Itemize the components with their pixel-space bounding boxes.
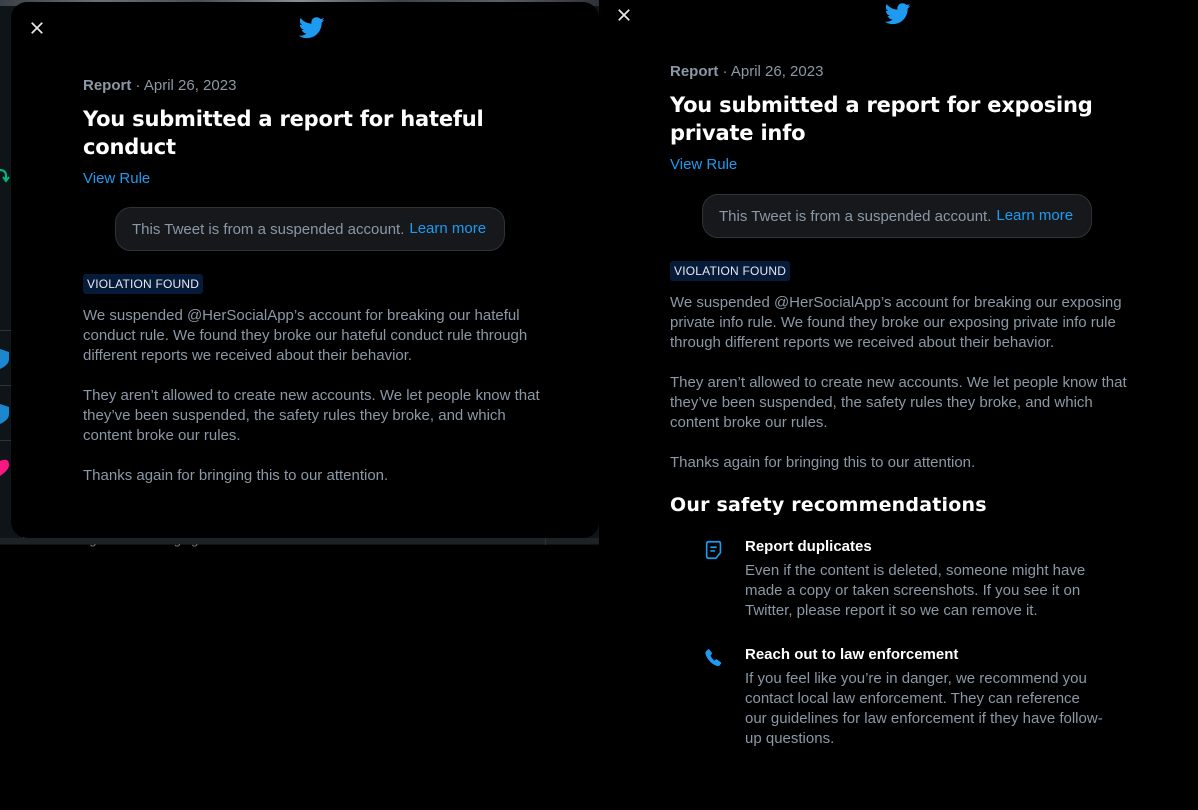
suspended-tweet-notice <box>115 207 505 251</box>
report-modal-private-info <box>600 0 1198 810</box>
background-divider <box>0 538 599 544</box>
report-title: You submitted a report for exposing private info <box>670 93 1093 145</box>
recommendation-law-enforcement <box>745 645 1105 749</box>
learn-more-link[interactable]: Learn more <box>996 207 1074 224</box>
report-date: · April 26, 2023 <box>722 63 824 80</box>
report-paragraph: They aren’t allowed to create new accounts. We let people know that they’ve been suspended, the safety rules they broke, and which content broke our rules. <box>83 387 540 444</box>
report-header <box>670 62 1130 175</box>
violation-found-badge: VIOLATION FOUND <box>83 274 203 294</box>
background-retweet-icon <box>0 150 10 190</box>
suspended-tweet-text: This Tweet is from a suspended account. <box>719 207 992 225</box>
phone-icon <box>703 647 725 669</box>
background-divider <box>0 330 11 331</box>
suspended-tweet-text: This Tweet is from a suspended account. <box>132 220 405 238</box>
report-date: · April 26, 2023 <box>135 77 237 94</box>
report-label: Report <box>83 77 132 94</box>
background-shield-icon <box>0 345 10 371</box>
twitter-bird-icon <box>299 17 325 39</box>
background-heart-icon <box>0 455 10 481</box>
report-paragraph: Thanks again for bringing this to our attention. <box>670 454 976 471</box>
recommendation-title: Reach out to law enforcement <box>745 646 959 663</box>
recommendation-text: Even if the content is deleted, someone might have made a copy or taken screenshots. If you see it on Twitter, please report it so we can remove it. <box>745 562 1086 619</box>
recommendation-report-duplicates <box>745 537 1105 621</box>
close-button[interactable] <box>20 11 54 45</box>
report-label: Report <box>670 63 719 80</box>
violation-found-badge: VIOLATION FOUND <box>670 261 790 281</box>
document-icon <box>703 539 725 561</box>
safety-recommendations-heading: Our safety recommendations <box>670 494 987 516</box>
recommendation-text: If you feel like you’re in danger, we recommend you contact local law enforcement. They can reference our guidelines for law enforcement if they have follow-up questions. <box>745 670 1103 747</box>
background-divider <box>0 385 11 386</box>
report-header <box>83 76 543 189</box>
recommendation-title: Report duplicates <box>745 538 872 555</box>
report-modal-hateful-conduct <box>11 2 599 538</box>
suspended-tweet-notice <box>702 194 1092 238</box>
report-paragraph: They aren’t allowed to create new accounts. We let people know that they’ve been suspended, the safety rules they broke, and which content broke our rules. <box>670 374 1127 431</box>
report-paragraph: We suspended @HerSocialApp’s account for breaking our exposing private info rule. We found they broke our exposing private info rule through different reports we received about their behavior. <box>670 294 1122 351</box>
report-meta <box>670 62 1130 82</box>
report-paragraph: We suspended @HerSocialApp’s account for breaking our hateful conduct rule. We found they broke our hateful conduct rule through different reports we received about their behavior. <box>83 307 528 364</box>
view-rule-link[interactable]: View Rule <box>670 156 738 173</box>
close-icon <box>28 19 46 37</box>
report-meta <box>83 76 543 96</box>
twitter-bird-icon <box>885 3 911 25</box>
close-icon <box>615 6 633 24</box>
report-paragraph: Thanks again for bringing this to our attention. <box>83 467 389 484</box>
close-button[interactable] <box>607 0 641 32</box>
view-rule-link[interactable]: View Rule <box>83 170 151 187</box>
background-shield-icon <box>0 400 10 426</box>
report-title: You submitted a report for hateful conduct <box>83 107 484 159</box>
learn-more-link[interactable]: Learn more <box>409 220 487 237</box>
background-divider <box>0 440 11 441</box>
